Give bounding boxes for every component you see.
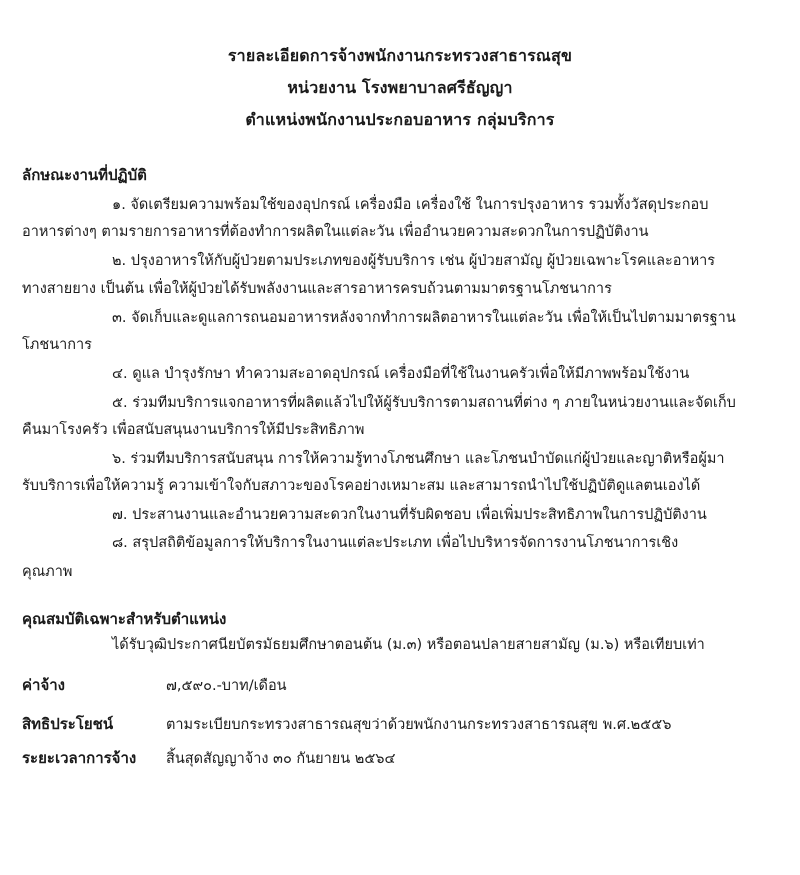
duty-line: ๑. จัดเตรียมความพร้อมใช้ของอุปกรณ์ เครื่องมือ เครื่องใช้ ในการปรุงอาหาร รวมทั้งวัสดุประกอบ [112, 197, 709, 213]
term-label: ระยะเวลาการจ้าง [22, 749, 137, 767]
duty-line: ๓. จัดเก็บและดูแลการถนอมอาหารหลังจากทำการผลิตอาหารในแต่ละวัน เพื่อให้เป็นไปตามมาตรฐาน [112, 310, 736, 326]
duty-line: ทางสายยาง เป็นต้น เพื่อให้ผู้ป่วยได้รับพลังงานและสารอาหารครบถ้วนตามมาตรฐานโภชนาการ [22, 281, 612, 297]
wage-value: ๗,๕๙๐.-บาท/เดือน [166, 678, 287, 694]
duty-line: ๔. ดูแล บำรุงรักษา ทำความสะอาดอุปกรณ์ เครื่องมือที่ใช้ในงานครัวเพื่อให้มีภาพพร้อมใช้งาน [112, 366, 690, 382]
qualification-heading: คุณสมบัติเฉพาะสำหรับตำแหน่ง [22, 610, 227, 628]
position-line: ตำแหน่งพนักงานประกอบอาหาร กลุ่มบริการ [245, 110, 555, 129]
duty-line: อาหารต่างๆ ตามรายการอาหารที่ต้องทำการผลิตในแต่ละวัน เพื่ออำนวยความสะดวกในการปฏิบัติงาน [22, 224, 649, 240]
term-value: สิ้นสุดสัญญาจ้าง ๓๐ กันยายน ๒๕๖๔ [166, 751, 396, 767]
benefits-label: สิทธิประโยชน์ [22, 715, 114, 733]
document-title: รายละเอียดการจ้างพนักงานกระทรวงสาธารณสุข [227, 46, 573, 65]
duty-line: รับบริการเพื่อให้ความรู้ ความเข้าใจกับสภาวะของโรคอย่างเหมาะสม และสามารถนำไปใช้ปฏิบัติดูแลตนเองได้ [22, 478, 701, 494]
duties-heading: ลักษณะงานที่ปฏิบัติ [22, 166, 147, 184]
wage-label: ค่าจ้าง [22, 676, 65, 694]
qualification-text: ได้รับวุฒิประกาศนียบัตรมัธยมศึกษาตอนต้น (ม.๓) หรือตอนปลายสายสามัญ (ม.๖) หรือเทียบเท่า [112, 637, 705, 653]
duty-line: ๒. ปรุงอาหารให้กับผู้ป่วยตามประเภทของผู้รับบริการ เช่น ผู้ป่วยสามัญ ผู้ป่วยเฉพาะโรคและอาหาร [112, 253, 716, 269]
duty-line: คืนมาโรงครัว เพื่อสนับสนุนงานบริการให้มีประสิทธิภาพ [22, 422, 365, 438]
duty-line: ๗. ประสานงานและอำนวยความสะดวกในงานที่รับผิดชอบ เพื่อเพิ่มประสิทธิภาพในการปฏิบัติงาน [112, 507, 707, 523]
benefits-value: ตามระเบียบกระทรวงสาธารณสุขว่าด้วยพนักงานกระทรวงสาธารณสุข พ.ศ.๒๕๕๖ [166, 717, 672, 733]
duty-line: ๖. ร่วมทีมบริการสนับสนุน การให้ความรู้ทางโภชนศึกษา และโภชนบำบัดแก่ผู้ป่วยและญาติหรือผู้มา [112, 451, 725, 467]
agency-line: หน่วยงาน โรงพยาบาลศรีธัญญา [287, 78, 513, 97]
duty-line: ๘. สรุปสถิติข้อมูลการให้บริการในงานแต่ละประเภท เพื่อไปบริหารจัดการงานโภชนาการเชิง [112, 535, 679, 551]
duty-line: ๕. ร่วมทีมบริการแจกอาหารที่ผลิตแล้วไปให้ผู้รับบริการตามสถานที่ต่าง ๆ ภายในหน่วยงานและจัดเก็บ [112, 395, 736, 411]
duty-line: โภชนาการ [22, 337, 92, 353]
duty-line: คุณภาพ [22, 564, 73, 580]
